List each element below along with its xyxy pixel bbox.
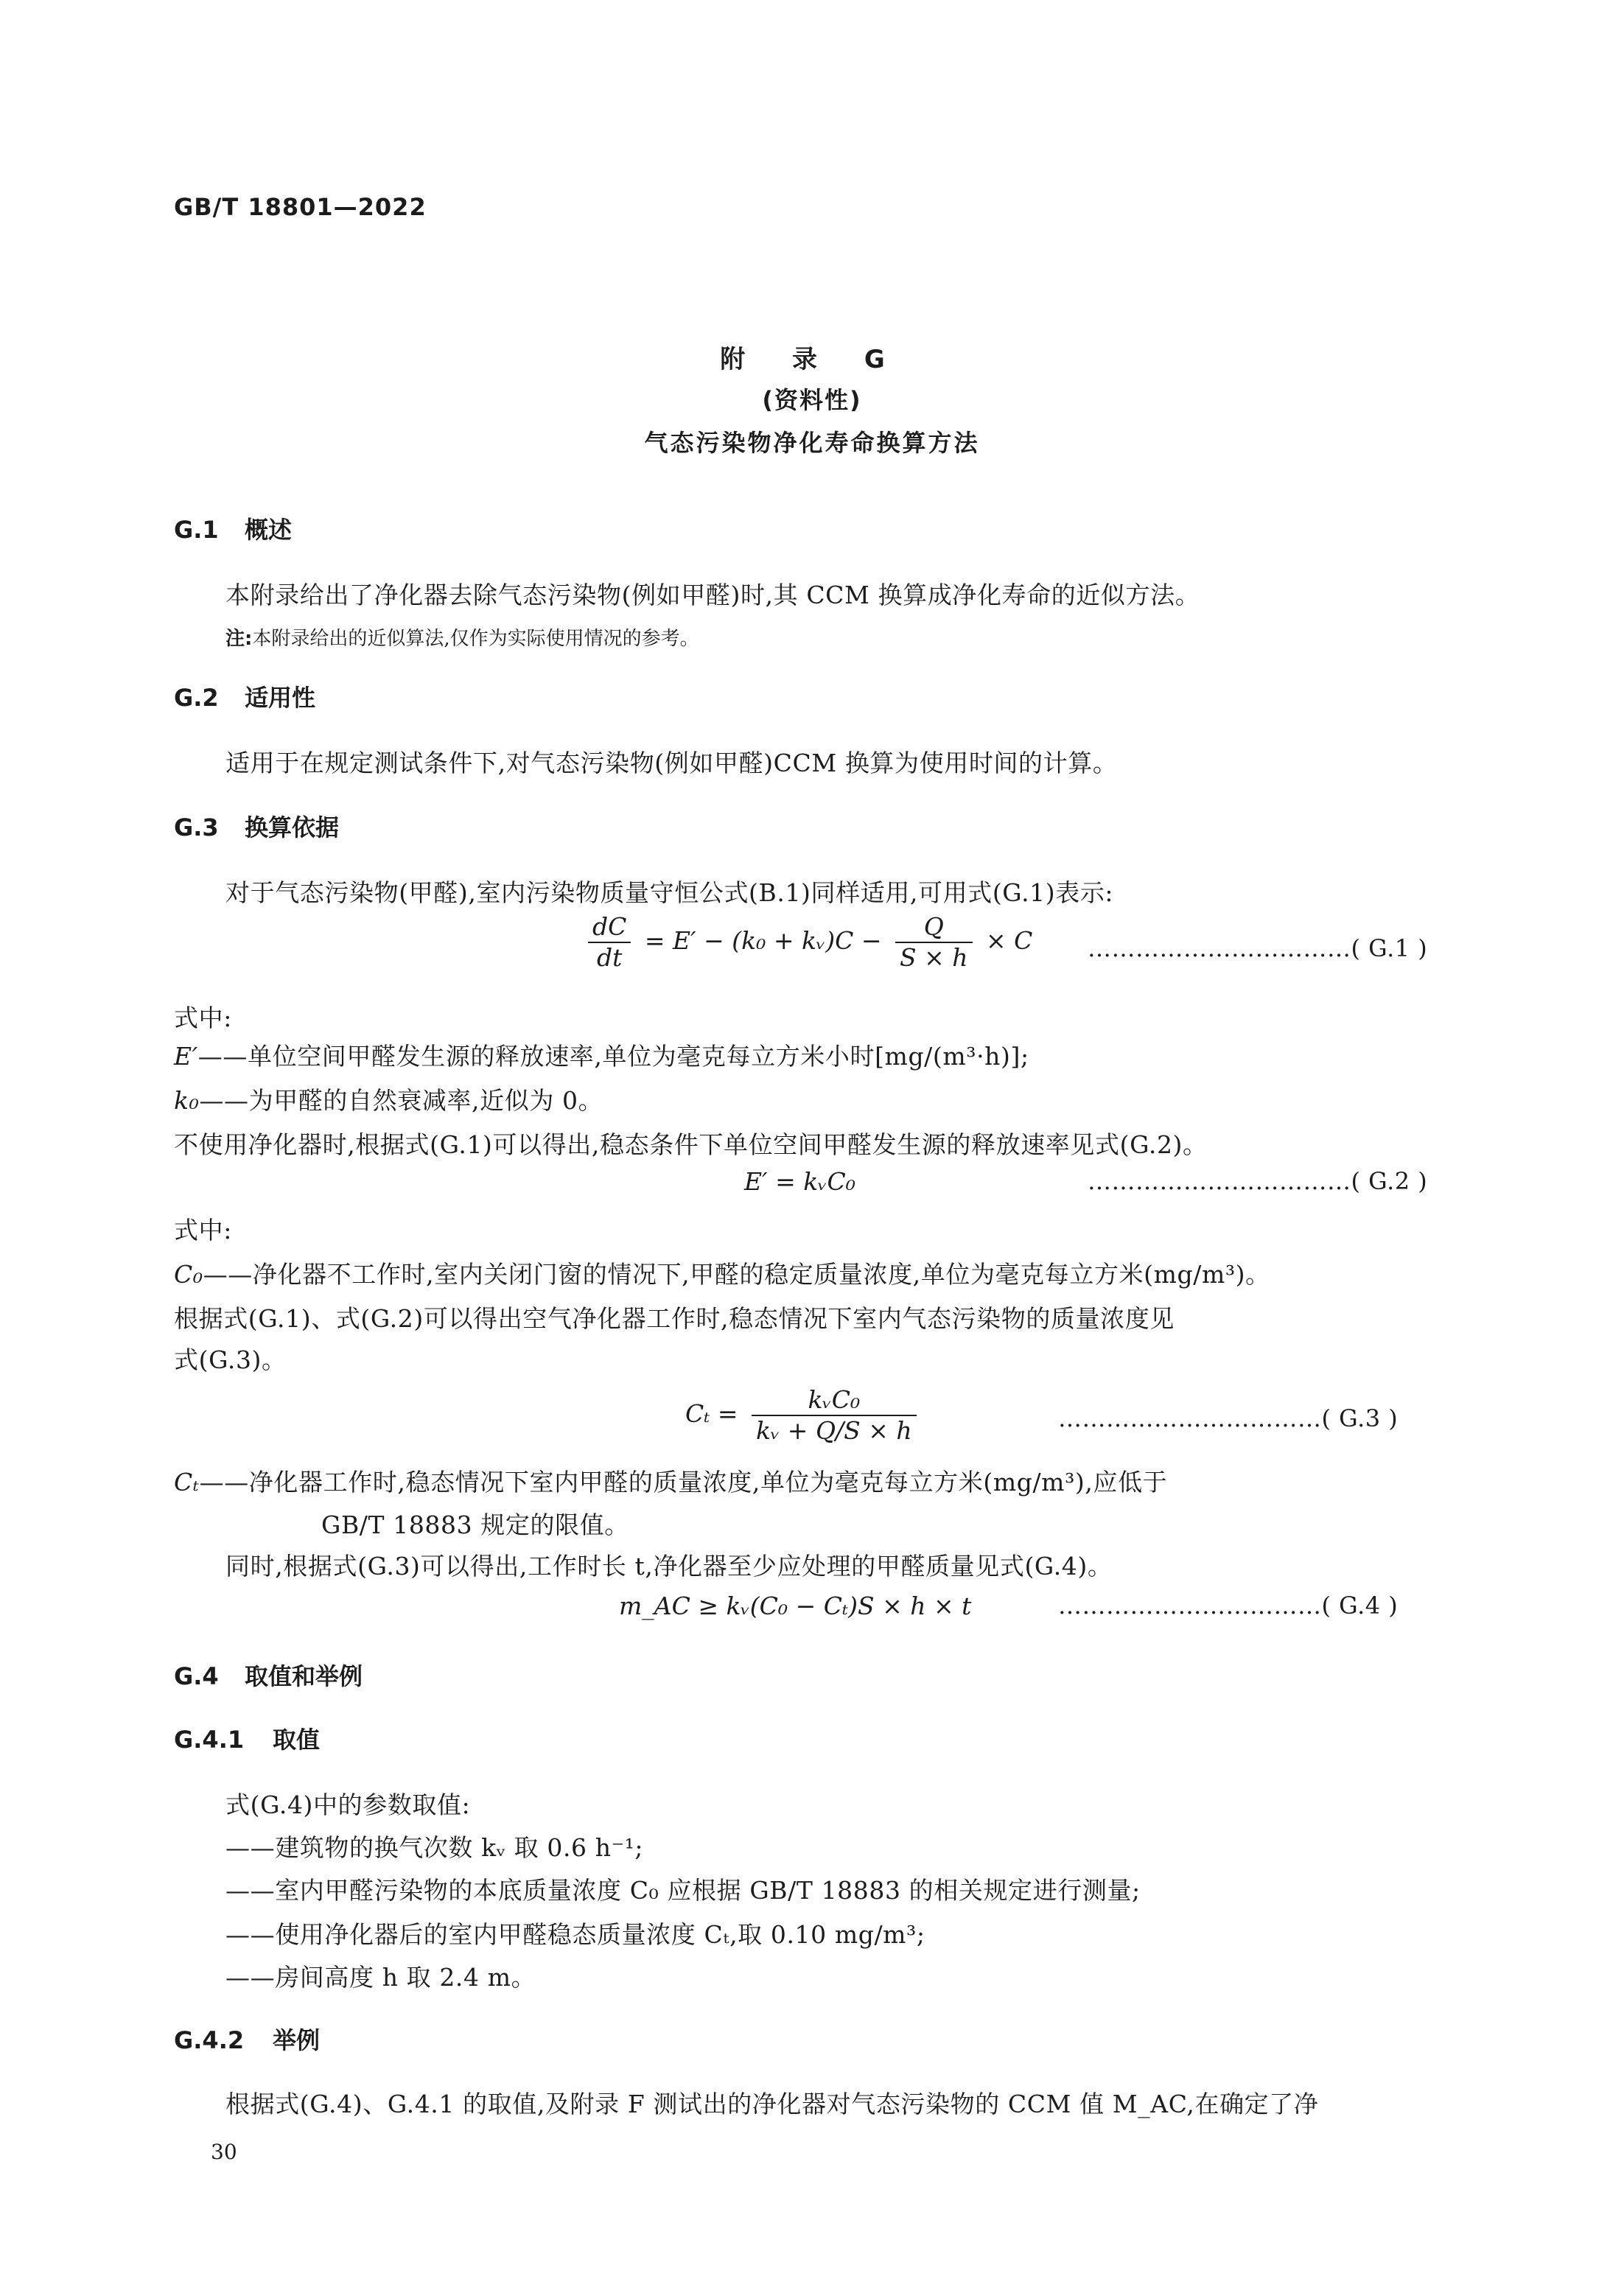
definition-k0 xyxy=(174,1082,603,1116)
where-label: 式中: xyxy=(174,1004,232,1032)
note-label: 注: xyxy=(225,628,253,650)
annex-name: 气态污染物净化寿命换算方法 xyxy=(644,429,980,457)
list-item: ——使用净化器后的室内甲醛稳态质量浓度 Cₜ,取 0.10 mg/m³; xyxy=(225,1920,925,1949)
paragraph: 根据式(G.4)、G.4.1 的取值,及附录 F 测试出的净化器对气态污染物的 CCM 值 M_AC,在确定了净 xyxy=(225,2090,1319,2118)
paragraph: 同时,根据式(G.3)可以得出,工作时长 t,净化器至少应处理的甲醛质量见式(G.4)。 xyxy=(225,1552,1113,1580)
section-number: G.2 xyxy=(174,684,219,712)
definition-text: ——为甲醛的自然衰减率,近似为 0。 xyxy=(199,1086,603,1115)
section-title: 取值 xyxy=(273,1726,321,1754)
equation-g2: E′ = kᵥC₀ xyxy=(744,1167,855,1196)
equation-lhs: Cₜ = xyxy=(685,1399,738,1428)
section-heading-g42 xyxy=(174,2022,320,2056)
page-number: 30 xyxy=(211,2140,237,2164)
section-heading-g1 xyxy=(174,511,292,545)
symbol: C₀ xyxy=(174,1260,203,1289)
note-text: 本附录给出的近似算法,仅作为实际使用情况的参考。 xyxy=(252,628,699,650)
paragraph: 式(G.4)中的参数取值: xyxy=(225,1790,471,1819)
denominator: dt xyxy=(596,943,623,972)
fraction-q xyxy=(895,912,973,973)
list-item: ——房间高度 h 取 2.4 m。 xyxy=(225,1963,536,1992)
numerator: dC xyxy=(588,912,631,943)
section-number: G.4.1 xyxy=(174,1726,245,1754)
denominator: S × h xyxy=(900,943,968,972)
definition-e xyxy=(174,1037,1029,1072)
equation-tag: ……………………………( G.2 ) xyxy=(1088,1167,1428,1195)
definition-text: ——净化器工作时,稳态情况下室内甲醛的质量浓度,单位为毫克每立方米(mg/m³),应低于 xyxy=(199,1468,1168,1496)
definition-text: ——单位空间甲醛发生源的释放速率,单位为毫克每立方米小时[mg/(m³·h)]; xyxy=(197,1042,1029,1071)
section-heading-g3 xyxy=(174,809,339,843)
equation-tag: ……………………………( G.4 ) xyxy=(1058,1592,1399,1620)
paragraph: 适用于在规定测试条件下,对气态污染物(例如甲醛)CCM 换算为使用时间的计算。 xyxy=(225,749,1118,777)
fraction-dcdt xyxy=(588,912,631,973)
paragraph-continued: 式(G.3)。 xyxy=(174,1345,287,1374)
paragraph: 对于气态污染物(甲醛),室内污染物质量守恒公式(B.1)同样适用,可用式(G.1)表示: xyxy=(225,878,1114,907)
where-label: 式中: xyxy=(174,1216,232,1244)
definition-ct xyxy=(174,1463,1167,1498)
equation-tag: ……………………………( G.1 ) xyxy=(1088,934,1428,962)
section-number: G.1 xyxy=(174,516,219,544)
section-title: 举例 xyxy=(273,2026,321,2054)
section-title: 换算依据 xyxy=(245,813,340,841)
section-heading-g41 xyxy=(174,1721,320,1755)
equation-g4: m_AC ≥ kᵥ(C₀ − Cₜ)S × h × t xyxy=(619,1592,972,1620)
section-number: G.4.2 xyxy=(174,2026,245,2054)
paragraph: 根据式(G.1)、式(G.2)可以得出空气净化器工作时,稳态情况下室内气态污染物的质量浓度见 xyxy=(174,1304,1175,1333)
annex-type: (资料性) xyxy=(762,386,862,414)
equation-tail: × C xyxy=(986,926,1033,955)
section-title: 概述 xyxy=(245,516,293,544)
note xyxy=(225,623,699,651)
definition-text: ——净化器不工作时,室内关闭门窗的情况下,甲醛的稳定质量浓度,单位为毫克每立方米(mg/m³)。 xyxy=(203,1260,1270,1289)
annex-title: 附 录 G xyxy=(720,345,904,374)
numerator: kᵥC₀ xyxy=(752,1385,917,1416)
list-item: ——室内甲醛污染物的本底质量浓度 C₀ 应根据 GB/T 18883 的相关规定进行测量; xyxy=(225,1876,1141,1905)
section-number: G.3 xyxy=(174,813,219,841)
fraction-ct xyxy=(752,1385,917,1446)
symbol: E′ xyxy=(174,1042,198,1071)
section-heading-g2 xyxy=(174,679,315,713)
equation-body: = E′ − (k₀ + kᵥ)C − xyxy=(644,926,882,955)
standard-number: GB/T 18801—2022 xyxy=(174,193,427,221)
definition-c0 xyxy=(174,1256,1270,1290)
definition-continued: GB/T 18883 规定的限值。 xyxy=(321,1510,629,1539)
paragraph: 本附录给出了净化器去除气态污染物(例如甲醛)时,其 CCM 换算成净化寿命的近似方法。 xyxy=(225,581,1200,609)
section-title: 取值和举例 xyxy=(245,1662,363,1690)
paragraph: 不使用净化器时,根据式(G.1)可以得出,稳态条件下单位空间甲醛发生源的释放速率见式(G.2)。 xyxy=(174,1130,1208,1159)
equation-tag: ……………………………( G.3 ) xyxy=(1058,1404,1399,1432)
section-title: 适用性 xyxy=(245,684,316,712)
denominator: kᵥ + Q/S × h xyxy=(756,1416,912,1445)
numerator: Q xyxy=(895,912,973,943)
equation-g1 xyxy=(582,912,1032,973)
section-number: G.4 xyxy=(174,1662,219,1690)
symbol: Cₜ xyxy=(174,1468,200,1496)
section-heading-g4 xyxy=(174,1658,363,1692)
symbol: k₀ xyxy=(174,1086,200,1115)
equation-g3 xyxy=(685,1385,923,1446)
list-item: ——建筑物的换气次数 kᵥ 取 0.6 h⁻¹; xyxy=(225,1833,644,1862)
